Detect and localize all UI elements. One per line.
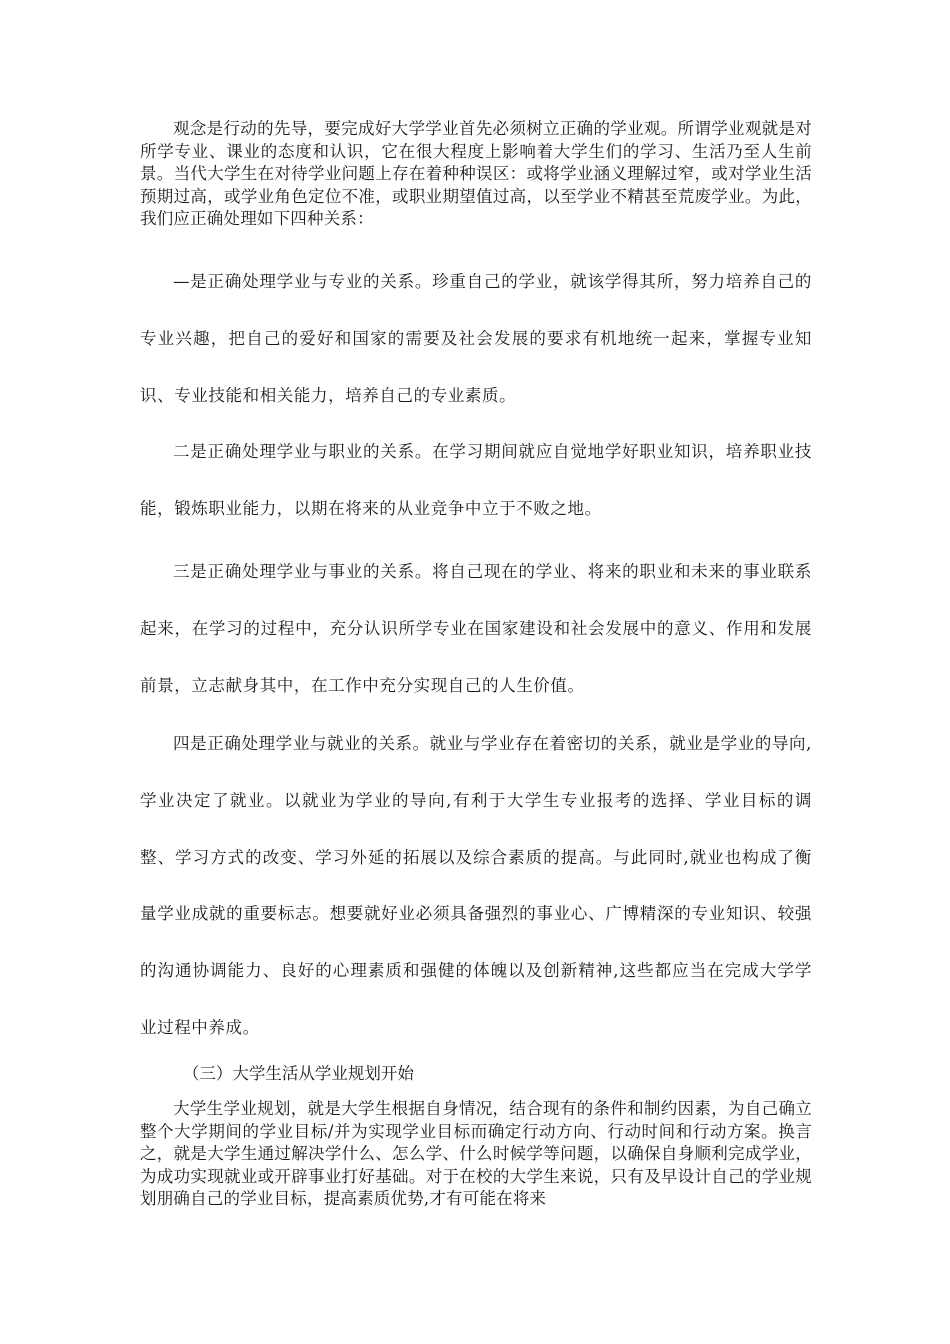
relation-paragraph-1: —是正确处理学业与专业的关系。珍重自己的学业，就该学得其所，努力培养自己的专业兴趣，把自己的爱好和国家的需要及社会发展的要求有机地统一起来，掌握专业知识、专业技能和相关能力，培养自己的专业素质。 <box>140 272 812 405</box>
section-heading: （三）大学生活从学业规划开始 <box>182 1064 414 1083</box>
planning-paragraph: 大学生学业规划，就是大学生根据自身情况，结合现有的条件和制约因素，为自己确立整个大学期间的学业目标/并为实现学业目标而确定行动方向、行动时间和行动方案。换言之，就是大学生通过解决学什么、怎么学、什么时候学等问题，以确保自身顺利完成学业，为成功实现就业或开辟事业打好基础。对于在校的大学生来说，只有及早设计自己的学业规划朋确自己的学业目标，提高素质优势,才有可能在将来 <box>140 1099 812 1208</box>
relation-paragraph-3: 三是正确处理学业与事业的关系。将自己现在的学业、将来的职业和未来的事业联系起来，在学习的过程中，充分认识所学专业在国家建设和社会发展中的意义、作用和发展前景，立志献身其中，在工作中充分实现自己的人生价值。 <box>140 562 812 695</box>
relation-paragraph-2: 二是正确处理学业与职业的关系。在学习期间就应自觉地学好职业知识，培养职业技能，锻炼职业能力，以期在将来的从业竞争中立于不败之地。 <box>140 442 812 518</box>
intro-paragraph: 观念是行动的先导，要完成好大学学业首先必须树立正确的学业观。所谓学业观就是对所学专业、课业的态度和认识，它在很大程度上影响着大学生们的学习、生活乃至人生前景。当代大学生在对待学业问题上存在着种种误区：或将学业涵义理解过窄，或对学业生活预期过高，或学业角色定位不准，或职业期望值过高，以至学业不精甚至荒废学业。为此，我们应正确处理如下四种关系： <box>140 119 812 228</box>
relation-paragraph-4: 四是正确处理学业与就业的关系。就业与学业存在着密切的关系，就业是学业的导向,学业决定了就业。以就业为学业的导向,有利于大学生专业报考的选择、学业目标的调整、学习方式的改变、学习外延的拓展以及综合素质的提高。与此同时,就业也构成了衡量学业成就的重要标志。想要就好业必须具备强烈的事业心、广博精深的专业知识、较强的沟通协调能力、良好的心理素质和强健的体魄以及创新精神,这些都应当在完成大学学业过程中养成。 <box>140 734 812 1037</box>
